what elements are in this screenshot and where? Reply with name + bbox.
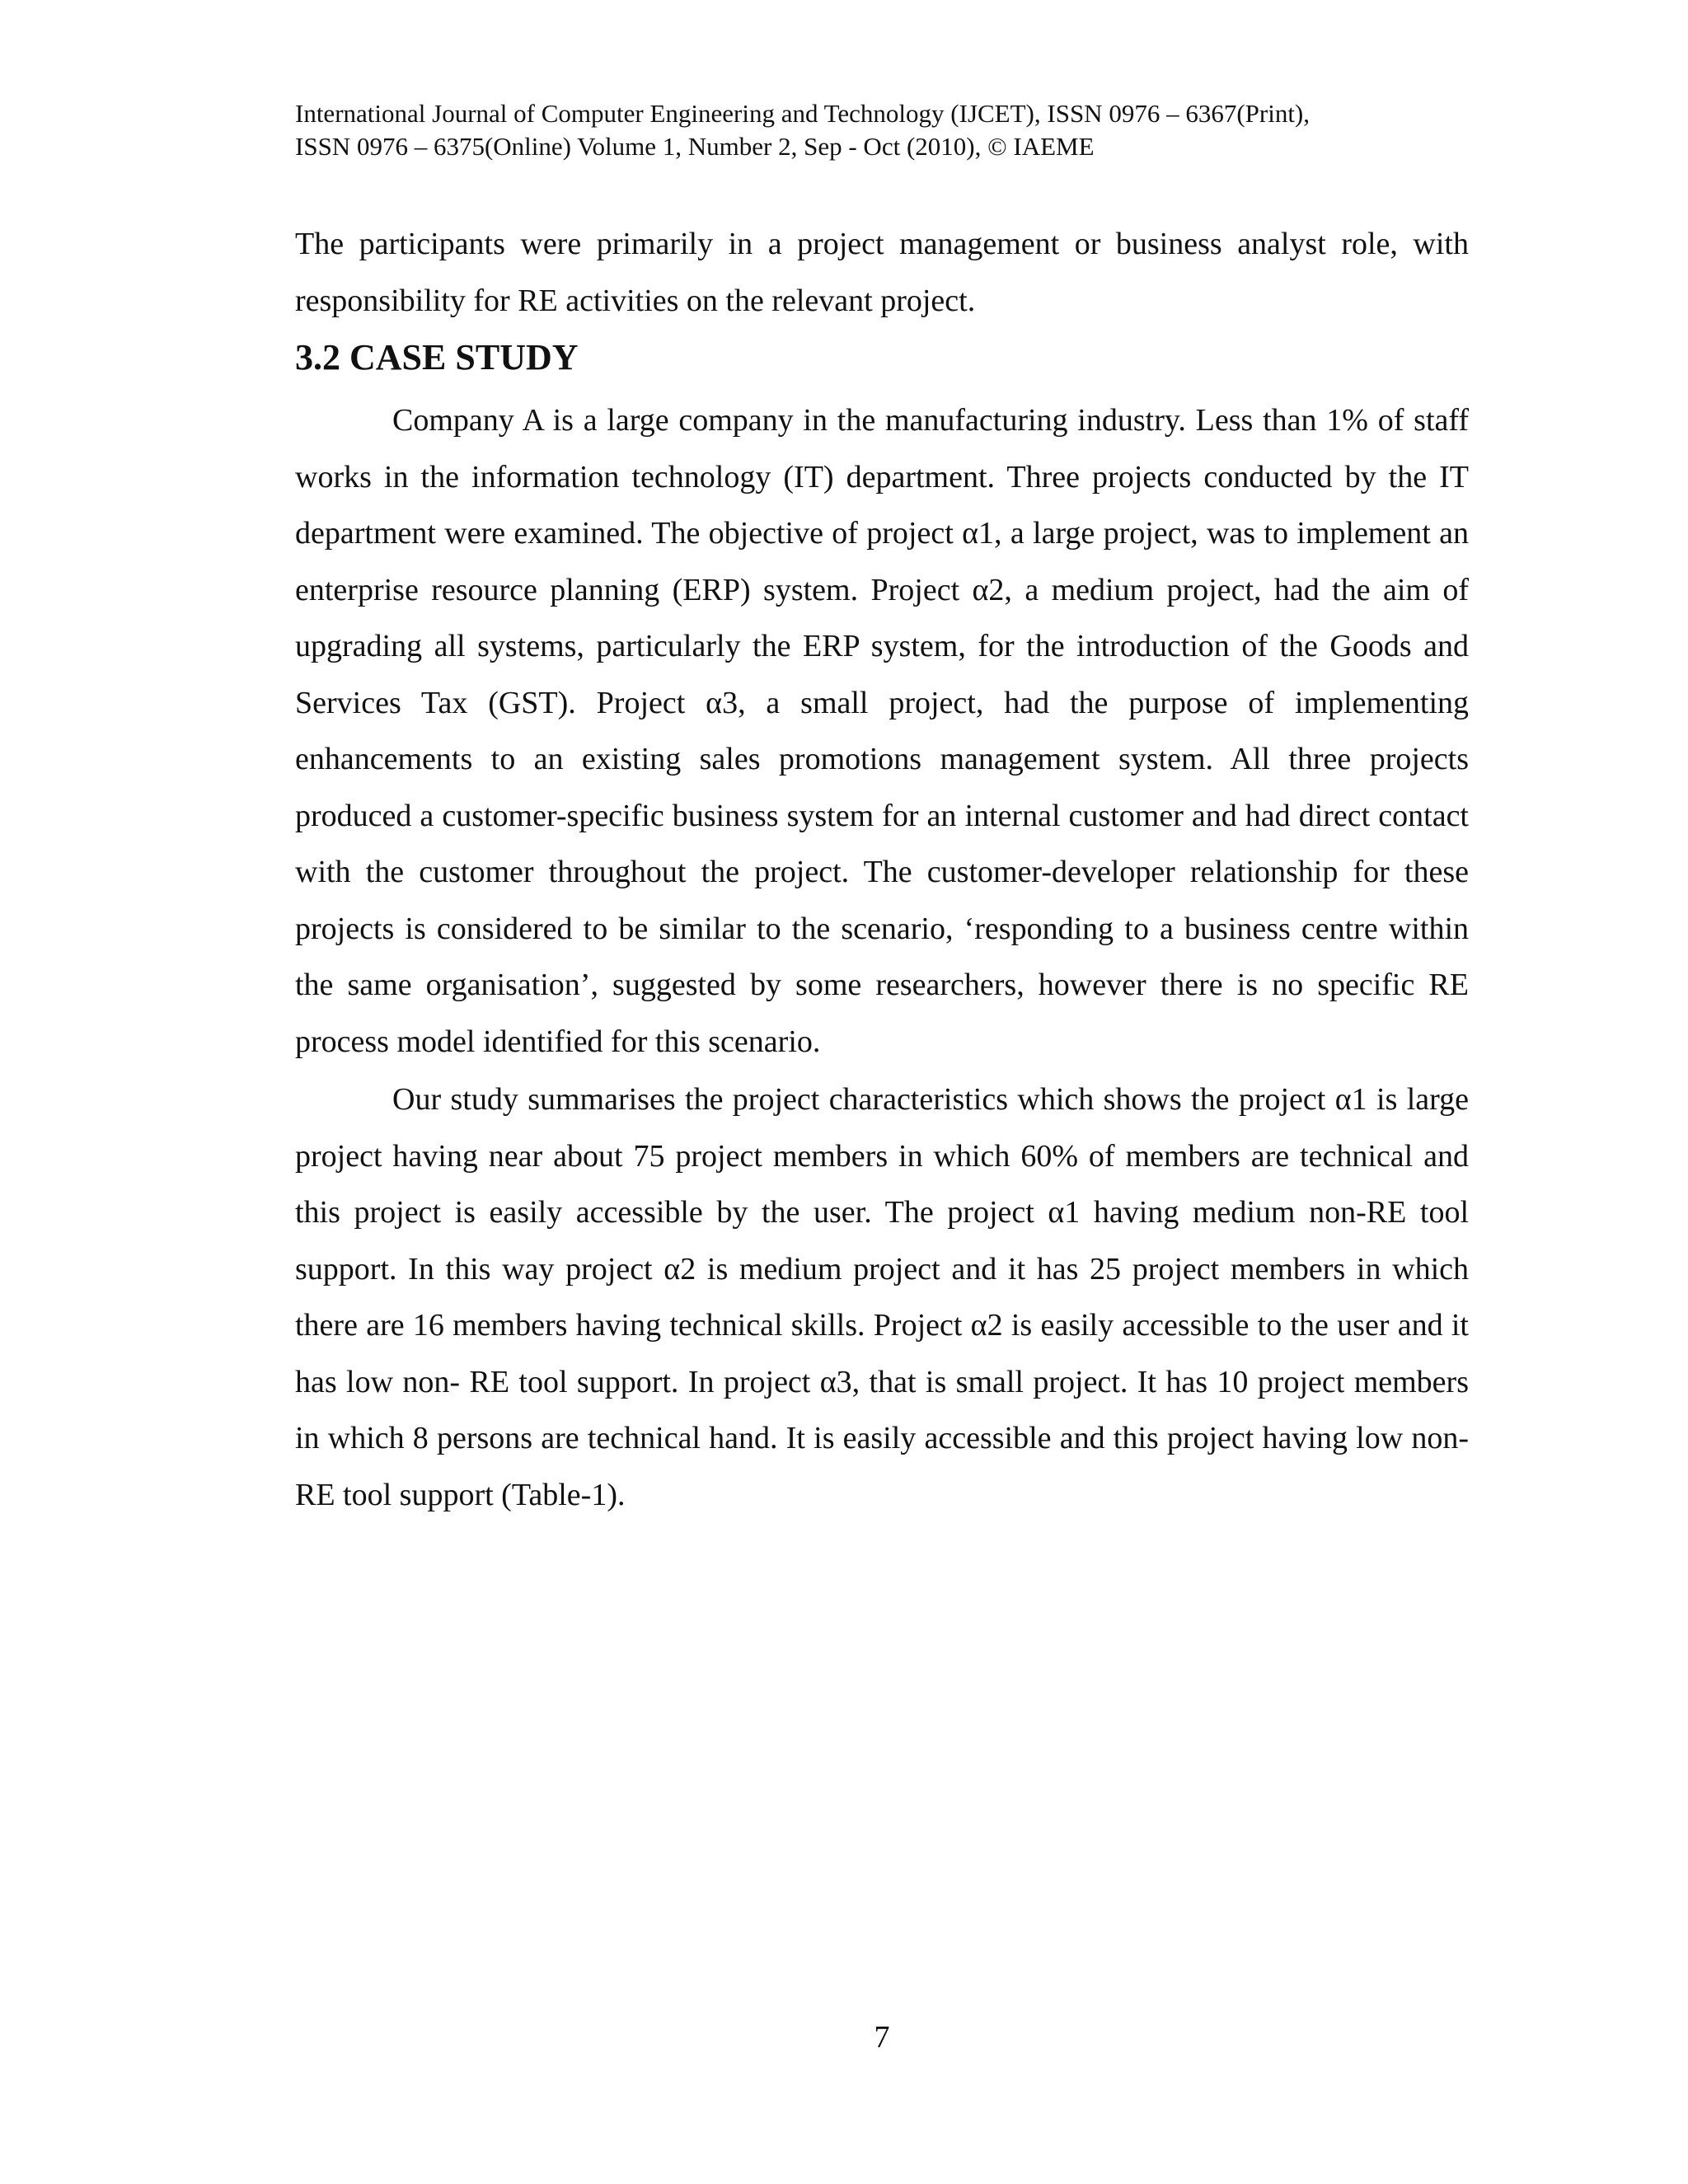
summary-paragraph: Our study summarises the project characteristics which shows the project α1 is large project having near about 75 project members in which 60% of members are technical and this project is easily accessible by the user. The project α1 having medium non-RE tool support. In this way project α2 is medium project and it has 25 project members in which there are 16 members having technical skills. Project α2 is easily accessible to the user and it has low non- RE tool support. In project α3, that is small project. It has 10 project members in which 8 persons are technical hand. It is easily accessible and this project having low non- RE tool support (Table-1). [295, 1082, 1469, 1512]
section-heading: 3.2 CASE STUDY [295, 337, 579, 377]
intro-paragraph: The participants were primarily in a project management or business analyst role, with responsibility for RE activities on the relevant project. [295, 227, 1469, 318]
journal-header-line-1: International Journal of Computer Engineering and Technology (IJCET), ISSN 0976 – 6367(Print), [295, 99, 1311, 128]
journal-header-line-2: ISSN 0976 – 6375(Online) Volume 1, Number 2, Sep - Oct (2010), © IAEME [295, 132, 1095, 161]
journal-header [295, 97, 1482, 163]
case-study-paragraph: Company A is a large company in the manufacturing industry. Less than 1% of staff works in the information technology (IT) department. Three projects conducted by the IT department were examined. The objective of project α1, a large project, was to implement an enterprise resource planning (ERP) system. Project α2, a medium project, had the aim of upgrading all systems, particularly the ERP system, for the introduction of the Goods and Services Tax (GST). Project α3, a small project, had the purpose of implementing enhancements to an existing sales promotions management system. All three projects produced a customer-specific business system for an internal customer and had direct contact with the customer throughout the project. The customer-developer relationship for these projects is considered to be similar to the scenario, ‘responding to a business centre within the same organisation’, suggested by some researchers, however there is no specific RE process model identified for this scenario. [295, 403, 1469, 1059]
page-number: 7 [874, 2020, 890, 2055]
